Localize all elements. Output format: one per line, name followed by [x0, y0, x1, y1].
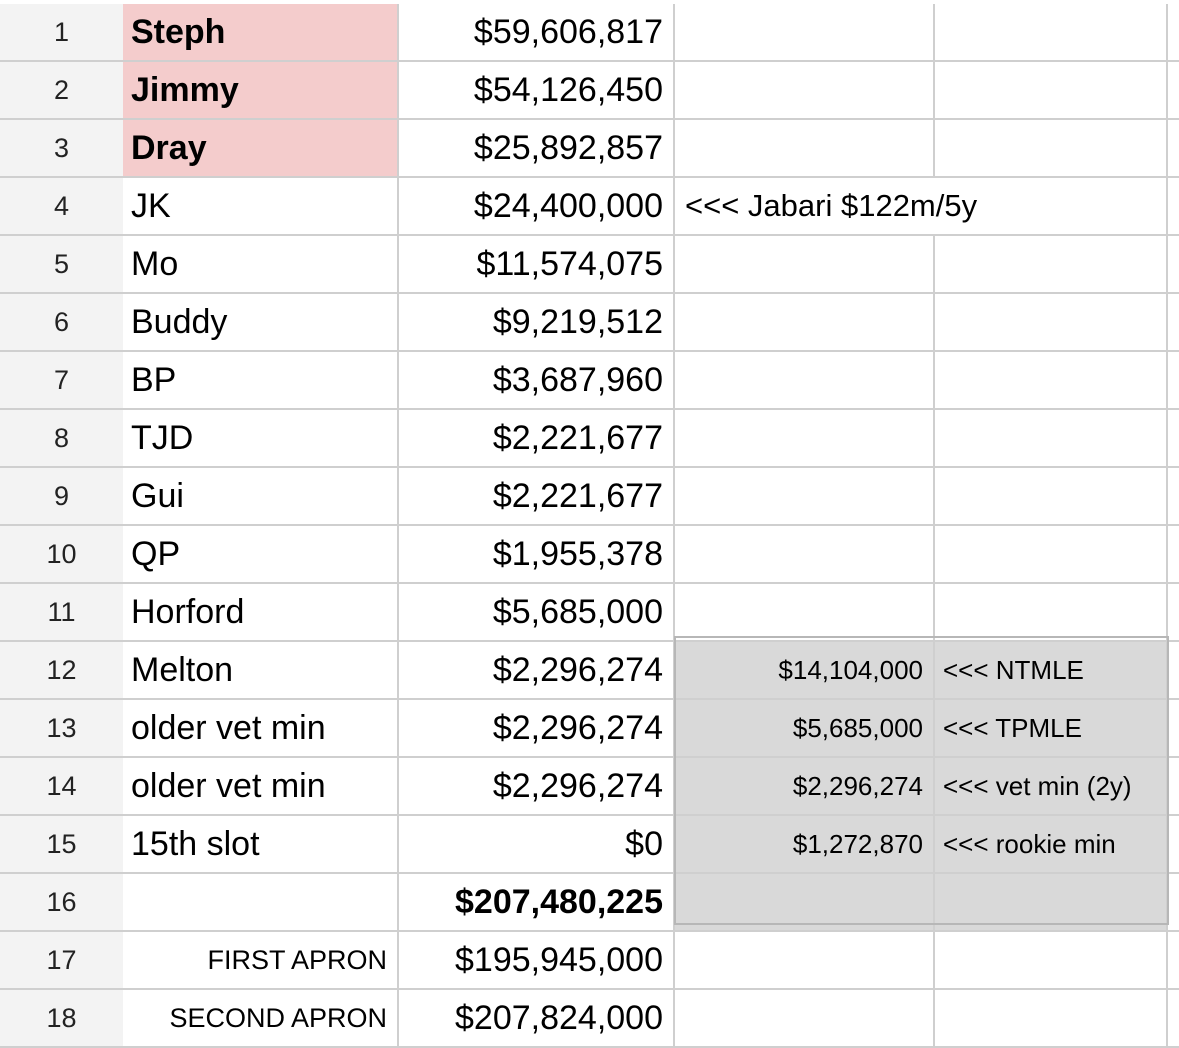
cell-e[interactable] — [1168, 816, 1179, 874]
cell-player-name[interactable]: 15th slot — [123, 816, 399, 874]
cell-d[interactable] — [935, 874, 1168, 932]
cell-player-name[interactable]: Melton — [123, 642, 399, 700]
row-header[interactable]: 5 — [0, 236, 123, 294]
cell-salary[interactable]: $9,219,512 — [399, 294, 675, 352]
cell-e[interactable] — [1168, 62, 1179, 120]
cell-d[interactable] — [935, 236, 1168, 294]
cell-salary[interactable]: $1,955,378 — [399, 526, 675, 584]
row-header[interactable]: 7 — [0, 352, 123, 410]
table-row — [0, 236, 1179, 294]
cell-exception-value[interactable]: $1,272,870 — [675, 816, 935, 874]
cell-player-name[interactable]: BP — [123, 352, 399, 410]
cell-salary[interactable]: $2,296,274 — [399, 700, 675, 758]
cell-e[interactable] — [1168, 294, 1179, 352]
row-header[interactable]: 14 — [0, 758, 123, 816]
cell-c[interactable] — [675, 874, 935, 932]
cell-player-name[interactable]: Gui — [123, 468, 399, 526]
row-header[interactable]: 13 — [0, 700, 123, 758]
row-header[interactable]: 1 — [0, 4, 123, 62]
cell-salary[interactable]: $11,574,075 — [399, 236, 675, 294]
cell-apron-label[interactable]: FIRST APRON — [123, 932, 399, 990]
cell-salary[interactable]: $3,687,960 — [399, 352, 675, 410]
cell-e[interactable] — [1168, 236, 1179, 294]
cell-salary[interactable]: $2,296,274 — [399, 642, 675, 700]
row-header[interactable]: 16 — [0, 874, 123, 932]
cell-d[interactable] — [935, 410, 1168, 468]
table-row — [0, 816, 1179, 874]
cell-c[interactable] — [675, 990, 935, 1048]
cell-exception-label[interactable]: <<< rookie min — [935, 816, 1168, 874]
cell-player-name[interactable] — [123, 874, 399, 932]
table-row — [0, 700, 1179, 758]
cell-player-name[interactable]: older vet min — [123, 700, 399, 758]
cell-exception-label[interactable]: <<< TPMLE — [935, 700, 1168, 758]
row-header[interactable]: 2 — [0, 62, 123, 120]
row-header[interactable]: 8 — [0, 410, 123, 468]
cell-c[interactable] — [675, 410, 935, 468]
cell-d[interactable] — [935, 526, 1168, 584]
table-row — [0, 584, 1179, 642]
cell-player-name[interactable]: Buddy — [123, 294, 399, 352]
table-row — [0, 642, 1179, 700]
cell-exception-value[interactable]: $2,296,274 — [675, 758, 935, 816]
cell-d[interactable] — [935, 120, 1168, 178]
cell-salary[interactable]: $2,296,274 — [399, 758, 675, 816]
cell-e[interactable] — [1168, 178, 1179, 236]
cell-exception-value[interactable]: $5,685,000 — [675, 700, 935, 758]
cell-e[interactable] — [1168, 932, 1179, 990]
cell-salary[interactable]: $5,685,000 — [399, 584, 675, 642]
cell-c[interactable] — [675, 120, 935, 178]
row-header[interactable]: 9 — [0, 468, 123, 526]
cell-player-name[interactable]: QP — [123, 526, 399, 584]
row-header[interactable]: 6 — [0, 294, 123, 352]
cell-e[interactable] — [1168, 120, 1179, 178]
cell-d[interactable] — [935, 352, 1168, 410]
cell-d[interactable] — [935, 990, 1168, 1048]
cell-exception-value[interactable]: $14,104,000 — [675, 642, 935, 700]
cell-e[interactable] — [1168, 700, 1179, 758]
cell-salary[interactable]: $0 — [399, 816, 675, 874]
row-header[interactable]: 17 — [0, 932, 123, 990]
cell-salary[interactable]: $2,221,677 — [399, 410, 675, 468]
cell-e[interactable] — [1168, 410, 1179, 468]
table-row — [0, 758, 1179, 816]
cell-c[interactable] — [675, 526, 935, 584]
cell-e[interactable] — [1168, 758, 1179, 816]
table-row — [0, 526, 1179, 584]
cell-salary[interactable]: $24,400,000 — [399, 178, 675, 236]
table-row — [0, 932, 1179, 990]
cell-salary[interactable]: $54,126,450 — [399, 62, 675, 120]
cell-player-name[interactable]: Steph — [123, 4, 399, 62]
cell-d[interactable] — [935, 468, 1168, 526]
cell-salary[interactable]: $2,221,677 — [399, 468, 675, 526]
row-header[interactable]: 11 — [0, 584, 123, 642]
cell-d[interactable] — [935, 584, 1168, 642]
cell-c[interactable] — [675, 584, 935, 642]
cell-total-salary[interactable]: $207,480,225 — [399, 874, 675, 932]
cell-e[interactable] — [1168, 526, 1179, 584]
cell-player-name[interactable]: Jimmy — [123, 62, 399, 120]
row-header[interactable]: 15 — [0, 816, 123, 874]
cell-apron-label[interactable]: SECOND APRON — [123, 990, 399, 1048]
cell-apron-amount[interactable]: $195,945,000 — [399, 932, 675, 990]
row-header[interactable]: 10 — [0, 526, 123, 584]
row-header[interactable]: 3 — [0, 120, 123, 178]
cell-e[interactable] — [1168, 584, 1179, 642]
cell-d[interactable] — [935, 294, 1168, 352]
cell-player-name[interactable]: JK — [123, 178, 399, 236]
cell-c[interactable] — [675, 932, 935, 990]
cell-d[interactable] — [935, 932, 1168, 990]
table-row — [0, 410, 1179, 468]
row-header[interactable]: 12 — [0, 642, 123, 700]
table-row — [0, 468, 1179, 526]
cell-salary[interactable]: $59,606,817 — [399, 4, 675, 62]
cell-exception-label[interactable]: <<< NTMLE — [935, 642, 1168, 700]
cell-d[interactable] — [935, 62, 1168, 120]
table-row — [0, 294, 1179, 352]
cell-e[interactable] — [1168, 468, 1179, 526]
cell-salary[interactable]: $25,892,857 — [399, 120, 675, 178]
table-row — [0, 62, 1179, 120]
table-row — [0, 178, 1179, 236]
cell-c[interactable] — [675, 294, 935, 352]
cell-e[interactable] — [1168, 642, 1179, 700]
table-row — [0, 4, 1179, 62]
table-row — [0, 120, 1179, 178]
cell-note[interactable]: <<< Jabari $122m/5y — [675, 178, 935, 236]
cell-e[interactable] — [1168, 990, 1179, 1048]
table-row — [0, 874, 1179, 932]
cell-player-name[interactable]: TJD — [123, 410, 399, 468]
cell-player-name[interactable]: Mo — [123, 236, 399, 294]
cell-c[interactable] — [675, 468, 935, 526]
cell-e[interactable] — [1168, 352, 1179, 410]
cell-e[interactable] — [1168, 874, 1179, 932]
table-row — [0, 352, 1179, 410]
cell-c[interactable] — [675, 236, 935, 294]
cell-player-name[interactable]: older vet min — [123, 758, 399, 816]
row-header[interactable]: 18 — [0, 990, 123, 1048]
cell-e[interactable] — [1168, 4, 1179, 62]
cell-player-name[interactable]: Dray — [123, 120, 399, 178]
cell-c[interactable] — [675, 4, 935, 62]
cell-exception-label[interactable]: <<< vet min (2y) — [935, 758, 1168, 816]
cell-player-name[interactable]: Horford — [123, 584, 399, 642]
row-header[interactable]: 4 — [0, 178, 123, 236]
cell-c[interactable] — [675, 62, 935, 120]
table-row — [0, 990, 1179, 1048]
cell-d[interactable] — [935, 4, 1168, 62]
cell-apron-amount[interactable]: $207,824,000 — [399, 990, 675, 1048]
cell-c[interactable] — [675, 352, 935, 410]
